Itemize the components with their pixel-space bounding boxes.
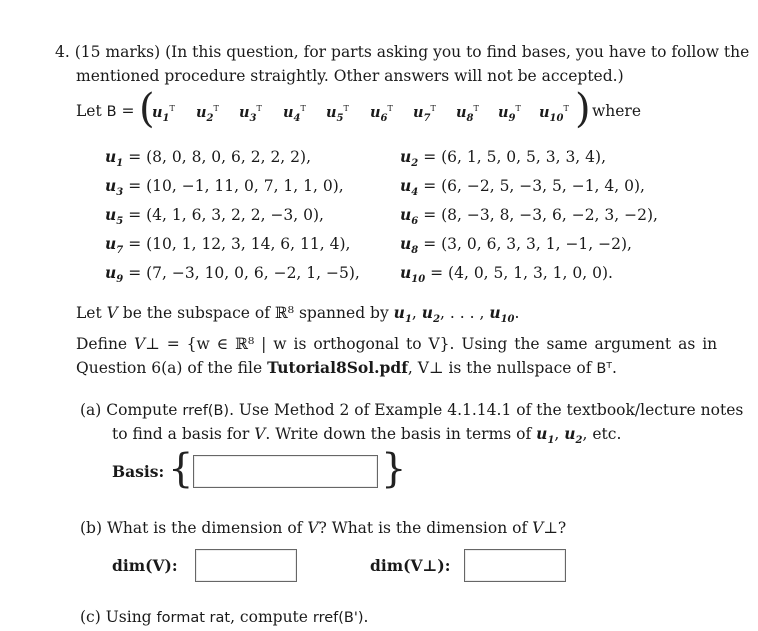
part-c-line: (c) Using format rat, compute rref(B'). (80, 608, 369, 626)
vector-definition-u10: $u_{10} = (4$, 0, 5, 1, 3, 1, 0, 0). (400, 263, 613, 286)
part-b-label: (b) (80, 519, 103, 537)
span-u1: $u_1$ (393, 303, 412, 326)
vector-definition-u1: $u_1 = (8$, 0, 8, 0, 6, 2, 2, 2), (105, 147, 311, 170)
dim-vperp-label: dim(V⊥): (370, 556, 451, 575)
matrix-right-paren: ) (575, 86, 591, 132)
vector-definition-u8: $u_8 = (3$, 0, 6, 3, 3, 1, −1, −2), (400, 234, 632, 257)
vector-definition-u7: $u_7 = (10$, 1, 12, 3, 14, 6, 11, 4), (105, 234, 351, 257)
matrix-left-paren: ( (139, 86, 155, 132)
part-a-line1: (a) Compute rref(B). Use Method 2 of Example 4.1.14.1 of the textbook/lecture notes (80, 401, 744, 419)
span-u10: $u_{10}$ (489, 303, 515, 326)
dim-v-label: dim(V): (112, 556, 178, 575)
vector-definition-u4: $u_4 = (6$, −2, 5, −3, 5, −1, 4, 0), (400, 176, 645, 199)
matrix-column-u1: $u_1^T$ (152, 104, 175, 124)
vector-definition-u3: $u_3 = (10$, −1, 11, 0, 7, 1, 1, 0), (105, 176, 344, 199)
question-header-line1 (55, 42, 749, 62)
matrix-b-name: B (106, 104, 117, 120)
matrix-column-u3: $u_3^T$ (239, 104, 262, 124)
part-b-question: (b) What is the dimension of V? What is the dimension of V⊥? (80, 519, 567, 537)
question-intro-line1: (15 marks) (In this question, for parts asking you to find bases, you have to follow the (74, 43, 750, 61)
dim-vperp-answer-box[interactable] (464, 549, 566, 582)
matrix-column-u2: $u_2^T$ (196, 104, 219, 124)
question-header-line2 (76, 66, 624, 86)
tutorial-file-name: Tutorial8Sol.pdf (267, 358, 408, 377)
vector-definition-u5: $u_5 = (4$, 1, 6, 3, 2, 2, −3, 0), (105, 205, 324, 228)
matrix-column-u6: $u_6^T$ (370, 104, 393, 124)
question-intro-line2: mentioned procedure straightly. Other answers will not be accepted.) (76, 67, 624, 85)
vector-definition-u9: $u_9 = (7$, −3, 10, 0, 6, −2, 1, −5), (105, 263, 360, 286)
part-c-label: (c) (80, 608, 101, 626)
matrix-column-u9: $u_9^T$ (498, 104, 521, 124)
span-u2: $u_2$ (421, 303, 441, 326)
vector-definition-u6: $u_6 = (8$, −3, 8, −3, 6, −2, 3, −2), (400, 205, 658, 228)
let-b-prefix: Let B = (76, 102, 135, 120)
define-line: Define V⊥ = {w ∈ ℝ⁸ | w is orthogonal to V}. Using the same argument as in (76, 335, 718, 353)
part-a-line2: to find a basis for V. Write down the basis in terms of $u_1$, $u_2$, etc. (112, 424, 622, 447)
vector-definition-u2: $u_2 = (6$, 1, 5, 0, 5, 3, 3, 4), (400, 147, 606, 170)
basis-label: Basis: (112, 462, 165, 481)
dim-v-answer-box[interactable] (195, 549, 297, 582)
subspace-line: Let V be the subspace of ℝ⁸ spanned by $u_1$, $u_2$, . . . , $u_{10}$. (76, 303, 520, 326)
question-number: 4. (55, 43, 70, 61)
matrix-column-u8: $u_8^T$ (456, 104, 479, 124)
matrix-column-u7: $u_7^T$ (413, 104, 436, 124)
matrix-column-u4: $u_4^T$ (283, 104, 306, 124)
basis-answer-box[interactable] (193, 455, 378, 488)
part-a-label: (a) (80, 401, 102, 419)
where-word: where (592, 102, 642, 120)
matrix-column-u10: $u_{10}^T$ (539, 104, 569, 124)
basis-left-brace: { (168, 446, 194, 492)
reference-line: Question 6(a) of the file Tutorial8Sol.pdf, V⊥ is the nullspace of Bᵀ. (76, 358, 617, 377)
basis-right-brace: } (381, 446, 407, 492)
matrix-column-u5: $u_5^T$ (326, 104, 349, 124)
